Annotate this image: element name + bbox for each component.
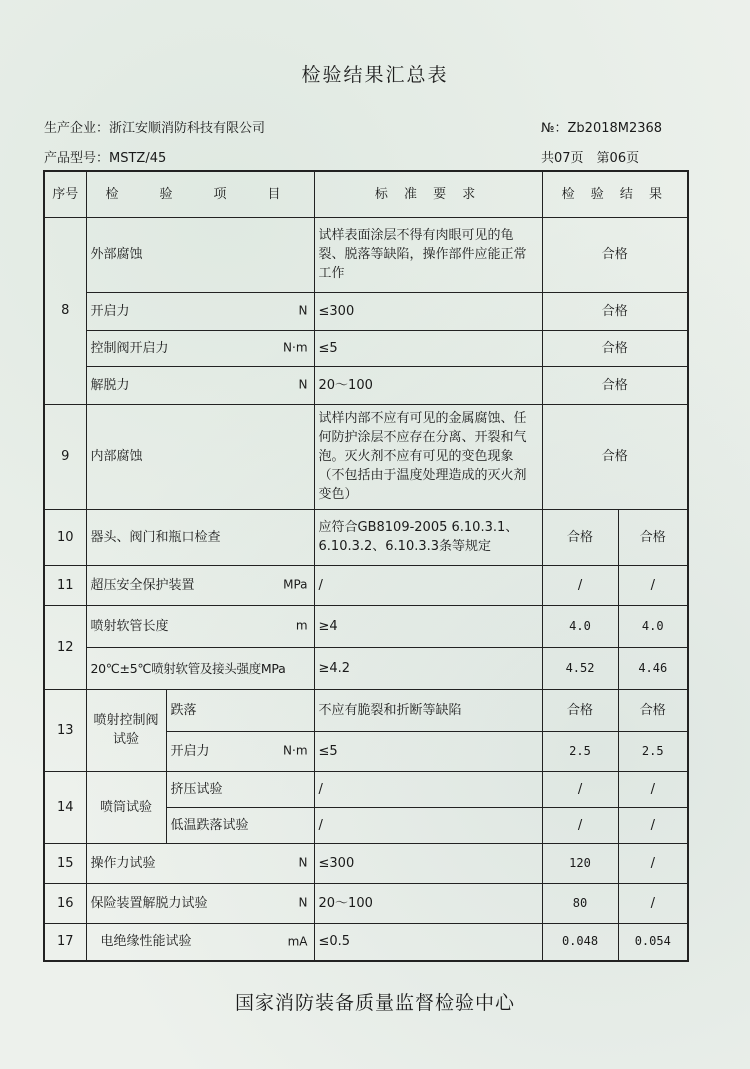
- header-std: 标 准 要 求: [314, 171, 542, 217]
- std-cell: 不应有脆裂和折断等缺陷: [314, 689, 542, 731]
- item-label: 操作力试验: [90, 855, 156, 871]
- item-cell: [86, 843, 314, 883]
- item-label: 开启力: [170, 743, 210, 759]
- result-cell: 合格: [542, 330, 688, 366]
- table-row: [44, 404, 688, 509]
- result-cell-2: 合格: [618, 689, 688, 731]
- result-cell-2: /: [618, 771, 688, 807]
- item-cell: 跌落: [166, 689, 314, 731]
- std-cell: 试样内部不应有可见的金属腐蚀、任何防护涂层不应存在分离、开裂和气泡。灭火剂不应有可见的变色现象（不包括由于温度处理造成的灭火剂变色）: [314, 404, 542, 509]
- unit-label: N: [298, 855, 308, 870]
- std-cell: ≤0.5: [314, 923, 542, 961]
- table-row: [44, 217, 688, 292]
- result-cell-2: /: [618, 883, 688, 923]
- item-cell: 挤压试验: [166, 771, 314, 807]
- seq-cell: 13: [44, 689, 86, 771]
- item-cell: 外部腐蚀: [86, 217, 314, 292]
- unit-label: m: [295, 618, 308, 633]
- unit-label: MPa: [260, 660, 286, 676]
- result-cell-2: /: [618, 843, 688, 883]
- std-cell: 20～100: [314, 366, 542, 404]
- std-cell: ≤300: [314, 292, 542, 330]
- result-cell-1: /: [542, 807, 618, 843]
- group-cell: 喷筒试验: [86, 771, 166, 843]
- manufacturer-line: 生产企业：浙江安顺消防科技有限公司: [44, 121, 266, 136]
- document-title: 检验结果汇总表: [301, 64, 449, 86]
- results-table: [43, 170, 689, 962]
- report-number: №：Zb2018M2368: [541, 121, 663, 136]
- result-cell-1: 120: [542, 843, 618, 883]
- result-cell-2: 0.054: [618, 923, 688, 961]
- unit-label: MPa: [283, 577, 308, 592]
- group-cell: 喷射控制阀试验: [86, 689, 166, 771]
- table-row: [44, 771, 688, 807]
- item-cell: 内部腐蚀: [86, 404, 314, 509]
- item-cell: [86, 605, 314, 647]
- item-label: 电绝缘性能试验: [100, 934, 192, 950]
- std-cell: ≤5: [314, 731, 542, 771]
- product-model-line: 产品型号：MSTZ/45: [44, 151, 167, 166]
- unit-label: N: [298, 303, 308, 318]
- std-cell: 应符合GB8109-2005 6.10.3.1、6.10.3.2、6.10.3.3条等规定: [314, 509, 542, 565]
- table-row: [44, 923, 688, 961]
- item-cell: [86, 923, 314, 961]
- table-row: [44, 647, 688, 689]
- item-cell: [166, 731, 314, 771]
- std-cell: 20～100: [314, 883, 542, 923]
- std-cell: /: [314, 771, 542, 807]
- std-cell: 试样表面涂层不得有肉眼可见的龟裂、脱落等缺陷，操作部件应能正常工作: [314, 217, 542, 292]
- item-cell: [86, 883, 314, 923]
- seq-cell: 10: [44, 509, 86, 565]
- unit-label: mA: [287, 934, 308, 949]
- table-header-row: [44, 171, 688, 217]
- item-label: 解脱力: [90, 377, 130, 393]
- result-cell-2: 4.0: [618, 605, 688, 647]
- result-cell: 合格: [542, 366, 688, 404]
- result-cell-1: /: [542, 771, 618, 807]
- item-label: 超压安全保护装置: [90, 577, 195, 593]
- header-seq: 序号: [44, 171, 86, 217]
- seq-cell: 9: [44, 404, 86, 509]
- unit-label: N·m: [283, 340, 308, 355]
- table-row: [44, 292, 688, 330]
- table-row: [44, 366, 688, 404]
- result-cell-2: 2.5: [618, 731, 688, 771]
- item-cell: [86, 292, 314, 330]
- result-cell: 合格: [542, 404, 688, 509]
- issuing-authority: 国家消防装备质量监督检验中心: [234, 992, 515, 1014]
- header-item: 检 验 项 目: [86, 171, 314, 217]
- table-row: [44, 843, 688, 883]
- std-cell: /: [314, 565, 542, 605]
- item-cell: [86, 647, 314, 689]
- std-cell: ≤300: [314, 843, 542, 883]
- item-cell: 器头、阀门和瓶口检查: [86, 509, 314, 565]
- std-cell: ≤5: [314, 330, 542, 366]
- result-cell-1: 80: [542, 883, 618, 923]
- seq-cell: 14: [44, 771, 86, 843]
- result-cell-1: 4.0: [542, 605, 618, 647]
- item-cell: [86, 330, 314, 366]
- item-cell: [86, 565, 314, 605]
- header-result: 检 验 结 果: [542, 171, 688, 217]
- seq-cell: 17: [44, 923, 86, 961]
- std-cell: ≥4.2: [314, 647, 542, 689]
- table-row: [44, 689, 688, 731]
- seq-cell: 16: [44, 883, 86, 923]
- result-cell-1: 2.5: [542, 731, 618, 771]
- seq-cell: 8: [44, 217, 86, 404]
- std-cell: /: [314, 807, 542, 843]
- page-counter: 共07页 第06页: [541, 151, 640, 166]
- unit-label: N: [298, 895, 308, 910]
- result-cell-2: /: [618, 807, 688, 843]
- table-row: [44, 605, 688, 647]
- result-cell-1: 合格: [542, 689, 618, 731]
- result-cell-1: /: [542, 565, 618, 605]
- seq-cell: 12: [44, 605, 86, 689]
- unit-label: N: [298, 377, 308, 392]
- result-cell-2: 4.46: [618, 647, 688, 689]
- item-cell: [86, 366, 314, 404]
- item-label: 20℃±5℃喷射软管及接头强度: [90, 660, 261, 676]
- result-cell: 合格: [542, 217, 688, 292]
- result-cell: 合格: [542, 292, 688, 330]
- item-label: 开启力: [90, 303, 130, 319]
- std-cell: ≥4: [314, 605, 542, 647]
- item-label: 喷射软管长度: [90, 618, 169, 634]
- table-row: [44, 509, 688, 565]
- item-cell: 低温跌落试验: [166, 807, 314, 843]
- result-cell-2: /: [618, 565, 688, 605]
- seq-cell: 15: [44, 843, 86, 883]
- table-row: [44, 565, 688, 605]
- result-cell-1: 0.048: [542, 923, 618, 961]
- item-label: 保险装置解脱力试验: [90, 895, 208, 911]
- result-cell-1: 4.52: [542, 647, 618, 689]
- table-row: [44, 883, 688, 923]
- unit-label: N·m: [283, 743, 308, 758]
- result-cell-1: 合格: [542, 509, 618, 565]
- result-cell-2: 合格: [618, 509, 688, 565]
- item-label: 控制阀开启力: [90, 340, 169, 356]
- seq-cell: 11: [44, 565, 86, 605]
- table-row: [44, 330, 688, 366]
